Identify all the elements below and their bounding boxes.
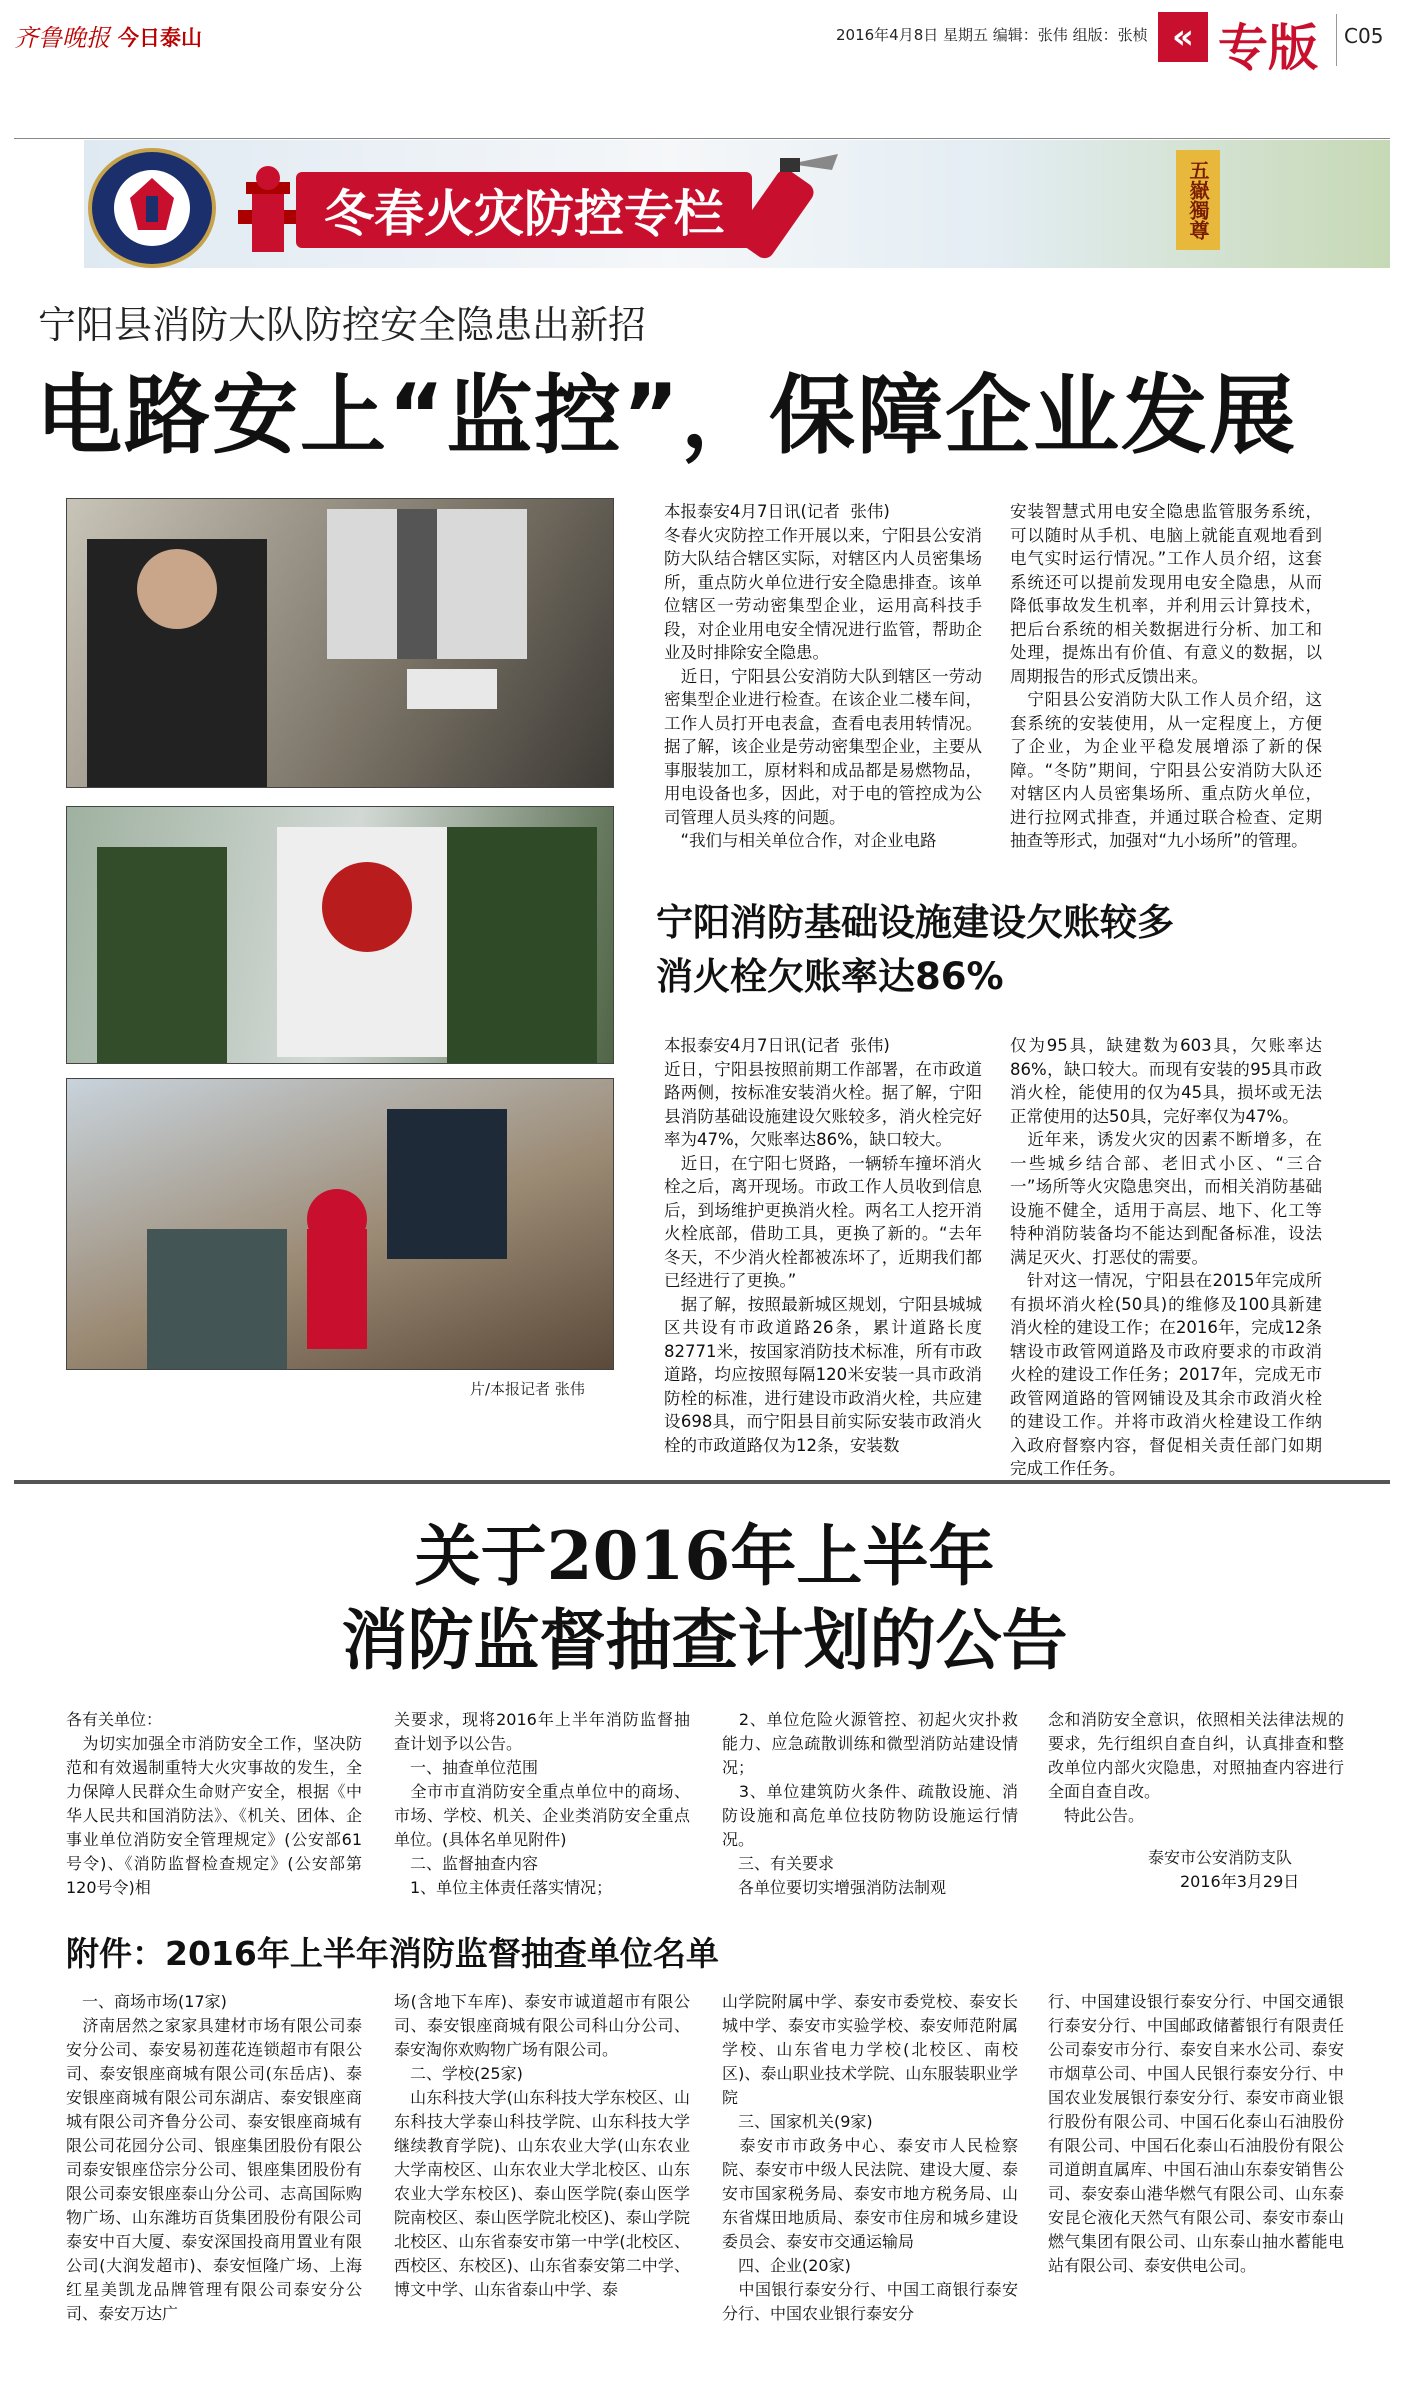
photo-hydrant-repair [66,1078,614,1370]
article2-column-1: 本报泰安4月7日讯(记者 张伟) 近日，宁阳县按照前期工作部署，在市政道路两侧，按标准安装消火栓。据了解，宁阳县消防基础设施建设欠账较多，消火栓完好率为47%，欠账率达86%，缺口较大。 近日，在宁阳七贤路，一辆轿车撞坏消火栓之后，离开现场。市政工作人员收到信息后，到场维护更换消火栓。两名工人挖开消火栓底部，借助工具，更换了新的。“去年冬天，不少消火栓都被冻坏了，近期我们都已经进行了更换。” 据了解，按照最新城区规划，宁阳县城城区共设有市政道路26条，累计道路长度82771米，按国家消防技术标准，所有市政道路，均应按照每隔120米安装一具市政消防栓的标准，进行建设市政消火栓，共应建设698具，而宁阳县目前实际安装市政消火栓的市政道路仅为12条，安装数 [664,1036,982,1455]
zhuanban-label: 专版 [1218,19,1318,77]
annex-column-2: 场(含地下车库)、泰安市诚道超市有限公司、泰安银座商城有限公司科山分公司、泰安淘你欢购物广场有限公司。 二、学校(25家) 山东科技大学(山东科技大学东校区、山东科技大学泰山科技学院、山东科技大学继续教育学院)、山东农业大学(山东农业大学南校区、山东农业大学北校区、山东农业大学东校区)、泰山医学院(泰山医学院南校区、泰山医学院北校区)、泰山学院北校区、山东省泰安市第一中学(北校区、西校区、东校区)、山东省泰安第二中学、博文中学、山东省泰山中学、泰 [394,1992,690,2299]
article2-column-2: 仅为95具，缺建数为603具，欠账率达86%，缺口较大。而现有安装的95具市政消火栓，能使用的仅为45具，损坏或无法正常使用的达50具，完好率仅为47%。 近年来，诱发火灾的因素不断增多，在一些城乡结合部、老旧式小区、“三合一”场所等火灾隐患突出，而相关消防基础设施不健全，适用于高层、地下、化工等特种消防装备均不能达到配备标准，设法满足灭火、打恶仗的需要。 针对这一情况，宁阳县在2015年完成所有损坏消火栓(50具)的维修及100具新建消火栓的建设工作；在2016年，完成12条辖设市政管网道路及市政府要求的市政消火栓的建设工作任务；2017年，完成无市政管网道路的管网铺设及其余市政消火栓的建设工作。并将市政消火栓建设工作纳入政府督察内容，督促相关责任部门如期完成工作任务。 [1010,1036,1322,1478]
fire-brigade-badge-icon [88,148,216,268]
article1-column-1: 本报泰安4月7日讯(记者 张伟) 冬春火灾防控工作开展以来，宁阳县公安消防大队结合辖区实际，对辖区内人员密集场所，重点防火单位进行安全隐患排查。该单位辖区一劳动密集型企业，运用高科技手段，对企业用电安全情况进行监管，帮助企业及时排除安全隐患。 近日，宁阳县公安消防大队到辖区一劳动密集型企业进行检查。在该企业二楼车间，工作人员打开电表盒，查看电表用转情况。据了解，该企业是劳动密集型企业，主要从事服装加工，原材料和成品都是易燃物品，用电设备也多，因此，对于电的管控成为公司管理人员头疼的问题。 “我们与相关单位合作，对企业电路 [664,502,982,850]
notice-column-3: 2、单位危险火源管控、初起火灾扑救能力、应急疏散训练和微型消防站建设情况； 3、单位建筑防火条件、疏散设施、消防设施和高危单位技防物防设施运行情况。 三、有关要求 各单位要切实增强消防法制观 [722,1710,1018,1897]
section-rule [14,1480,1390,1484]
dateline: 2016年4月8日 星期五 编辑：张伟 组版：张桢 [836,26,1148,44]
notice-signature: 泰安市公安消防支队 [1148,1848,1293,1867]
extinguisher-icon [720,150,850,260]
annex-column-4: 行、中国建设银行泰安分行、中国交通银行泰安分行、中国邮政储蓄银行有限责任公司泰安市分行、泰安自来水公司、泰安市烟草公司、中国人民银行泰安分行、中国农业发展银行泰安分行、泰安市商业银行股份有限公司、中国石化泰山石油股份有限公司、中国石化泰山石油股份有限公司道朗直属库、中国石油山东泰安销售公司、泰安泰山港华燃气有限公司、山东泰安昆仑液化天然气有限公司、泰安市泰山燃气集团有限公司、山东泰山抽水蓄能电站有限公司、泰安供电公司。 [1048,1992,1344,2275]
notice-column-2: 关要求，现将2016年上半年消防监督抽查计划予以公告。 一、抽查单位范围 全市市直消防安全重点单位中的商场、市场、学校、机关、企业类消防安全重点单位。(具体名单见附件) 二、监督抽查内容 1、单位主体责任落实情况； [394,1710,690,1897]
article2-headline-2: 消火栓欠账率达86% [656,955,1004,998]
article1-column-2: 安装智慧式用电安全隐患监管服务系统，可以随时从手机、电脑上就能直观地看到电气实时运行情况。”工作人员介绍，这套系统还可以提前发现用电安全隐患，从而降低事故发生机率，并利用云计算技术，把后台系统的相关数据进行分析、加工和处理，提炼出有价值、有意义的数据，以周期报告的形式反馈出来。 宁阳县公安消防大队工作人员介绍，这套系统的安装使用，从一定程度上，方便了企业，为企业平稳发展增添了新的保障。“冬防”期间，宁阳县公安消防大队还对辖区内人员密集场所、重点防火单位，进行拉网式排查，并通过联合检查、定期抽查等形式，加强对“九小场所”的管理。 [1010,502,1322,850]
zhuanban-icon: « [1158,12,1208,62]
annex-title: 附件：2016年上半年消防监督抽查单位名单 [66,1934,719,1973]
article1-kicker: 宁阳县消防大队防控安全隐患出新招 [38,303,647,347]
photo-electric-meter [66,498,614,788]
notice-title-line2: 消防监督抽查计划的公告 [341,1601,1068,1679]
photo-caption: 片/本报记者 张伟 [470,1380,585,1398]
hydrant-icon [238,160,298,260]
article2-headline-1: 宁阳消防基础设施建设欠账较多 [656,901,1174,944]
mountain-tag: 五嶽獨尊 [1176,150,1220,250]
article1-headline: 电路安上“监控”，保障企业发展 [36,366,1298,466]
notice-column-4: 念和消防安全意识，依照相关法律法规的要求，先行组织自查自纠，认真排查和整改单位内部火灾隐患，对照抽查内容进行全面自查自改。 特此公告。 [1048,1710,1344,1825]
banner-title: 冬春火灾防控专栏 [296,172,752,248]
page-masthead [0,0,1409,80]
top-rule [14,138,1390,139]
notice-sign-date: 2016年3月29日 [1180,1872,1300,1891]
annex-column-3: 山学院附属中学、泰安市委党校、泰安长城中学、泰安市实验学校、泰安师范附属学校、山东省电力学校(北校区、南校区)、泰山职业技术学院、山东服装职业学院 三、国家机关(9家) 泰安市市政务中心、泰安市人民检察院、泰安市中级人民法院、建设大厦、泰安市国家税务局、泰安市地方税务局、山东省煤田地质局、泰安市住房和城乡建设委员会、泰安市交通运输局 四、企业(20家) 中国银行泰安分行、中国工商银行泰安分行、中国农业银行泰安分 [722,1992,1018,2323]
notice-column-1: 各有关单位： 为切实加强全市消防安全工作，坚决防范和有效遏制重特大火灾事故的发生，全力保障人民群众生命财产安全，根据《中华人民共和国消防法》、《机关、团体、企事业单位消防安全管理规定》(公安部61号令)、《消防监督检查规定》(公安部第120号令)相 [66,1710,362,1897]
page-number: C05 [1344,24,1384,48]
photo-fire-hose-check [66,806,614,1064]
masthead-divider [1336,14,1337,66]
newspaper-brand: 齐鲁晚报 [14,24,110,52]
notice-title-line1: 关于2016年上半年 [414,1517,995,1595]
section-name: 今日泰山 [118,26,202,50]
annex-column-1: 一、商场市场(17家) 济南居然之家家具建材市场有限公司泰安分公司、泰安易初莲花连锁超市有限公司、泰安银座商城有限公司(东岳店)、泰安银座商城有限公司东湖店、泰安银座商城有限公司齐鲁分公司、泰安银座商城有限公司花园分公司、银座集团股份有限公司泰安银座岱宗分公司、银座集团股份有限公司泰安银座泰山分公司、志高国际购物广场、山东潍坊百货集团股份有限公司泰安中百大厦、泰安深国投商用置业有限公司(大润发超市)、泰安恒隆广场、上海红星美凯龙品牌管理有限公司泰安分公司、泰安万达广 [66,1992,362,2323]
